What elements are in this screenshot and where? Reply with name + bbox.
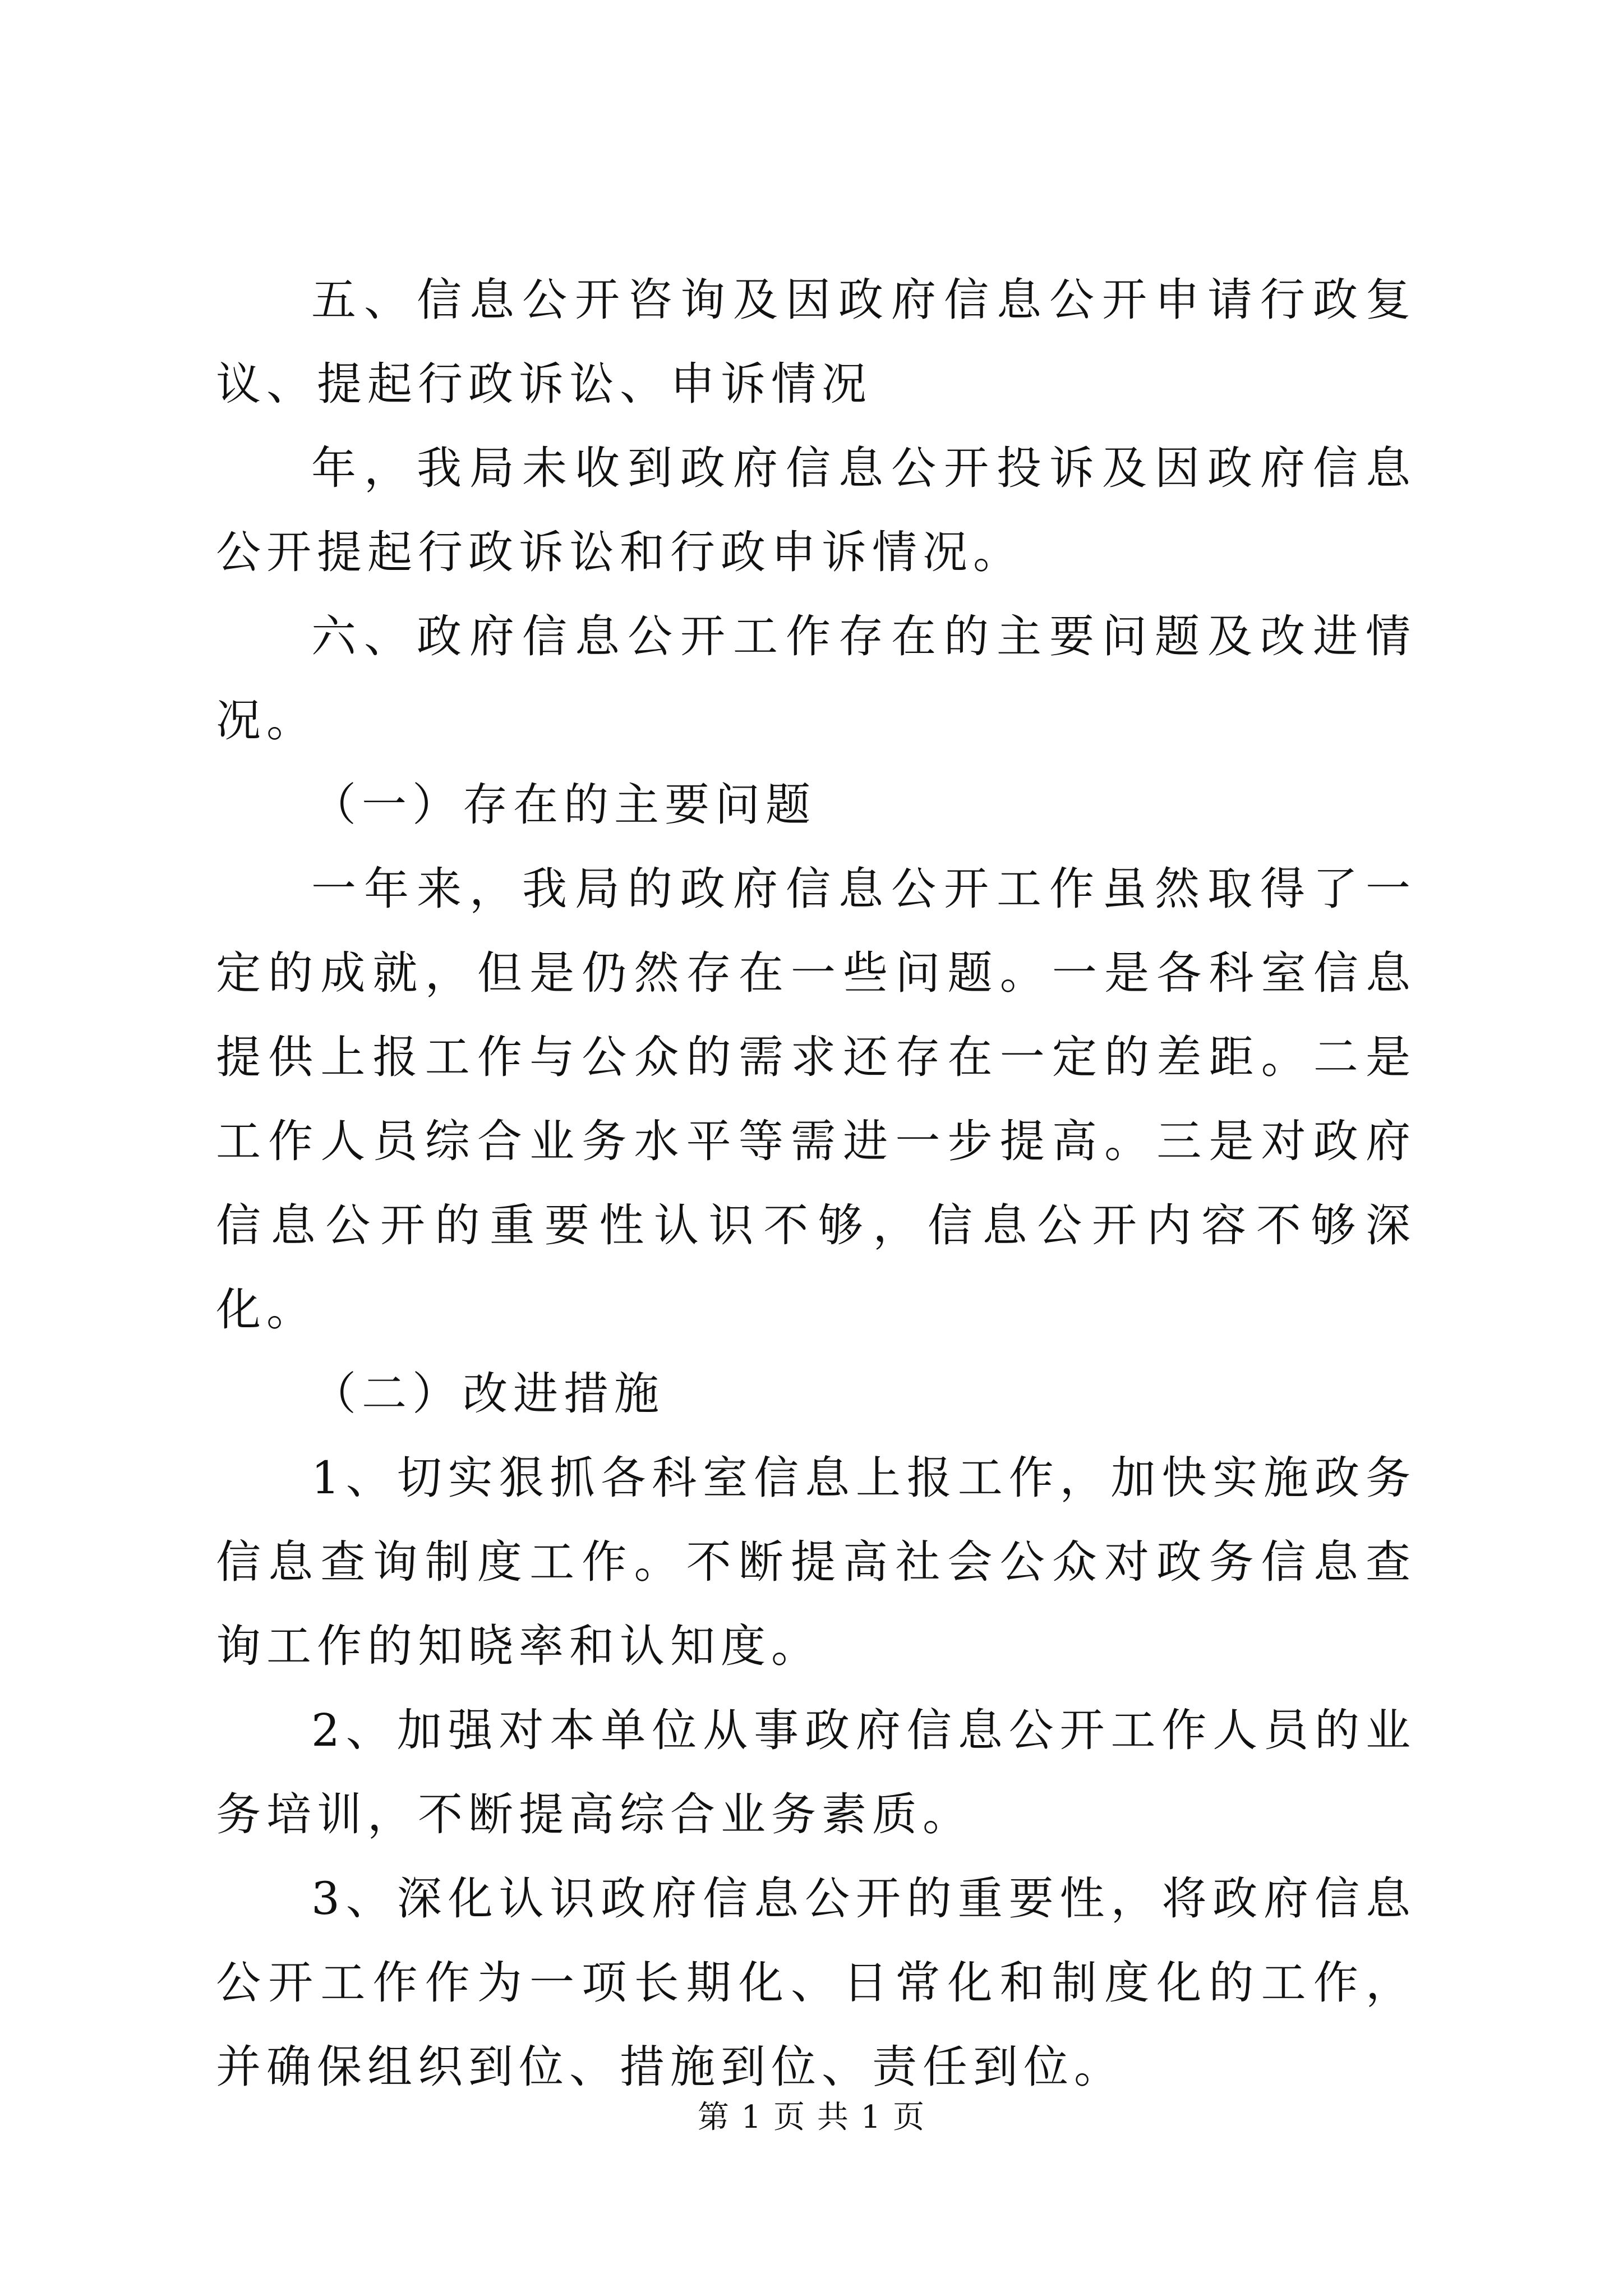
section-heading-six: 六、政府信息公开工作存在的主要问题及改进情况。: [216, 610, 1416, 747]
subheading-improvements: （二）改进措施: [311, 1368, 665, 1420]
list-item-improvement-2: 2、加强对本单位从事政府信息公开工作人员的业务培训，不断提高综合业务素质。: [216, 1704, 1416, 1841]
subheading-main-problems: （一）存在的主要问题: [311, 779, 816, 831]
paragraph-complaints: 年，我局未收到政府信息公开投诉及因政府信息公开提起行政诉讼和行政申诉情况。: [216, 442, 1416, 578]
list-item-improvement-1: 1、切实狠抓各科室信息上报工作，加快实施政务信息查询制度工作。不断提高社会公众对政务信息查询工作的知晓率和认知度。: [216, 1452, 1416, 1672]
section-heading-five: 五、信息公开咨询及因政府信息公开申请行政复议、提起行政诉讼、申诉情况: [216, 274, 1416, 410]
page-footer: 第 1 页 共 1 页: [697, 2099, 926, 2136]
paragraph-problems: 一年来，我局的政府信息公开工作虽然取得了一定的成就，但是仍然存在一些问题。一是各科室信息提供上报工作与公众的需求还存在一定的差距。二是工作人员综合业务水平等需进一步提高。三是对政府信息公开的重要性认识不够，信息公开内容不够深化。: [216, 863, 1416, 1336]
list-item-improvement-3: 3、深化认识政府信息公开的重要性，将政府信息公开工作作为一项长期化、日常化和制度化的工作，并确保组织到位、措施到位、责任到位。: [216, 1872, 1416, 2093]
document-body: [216, 258, 1416, 2109]
